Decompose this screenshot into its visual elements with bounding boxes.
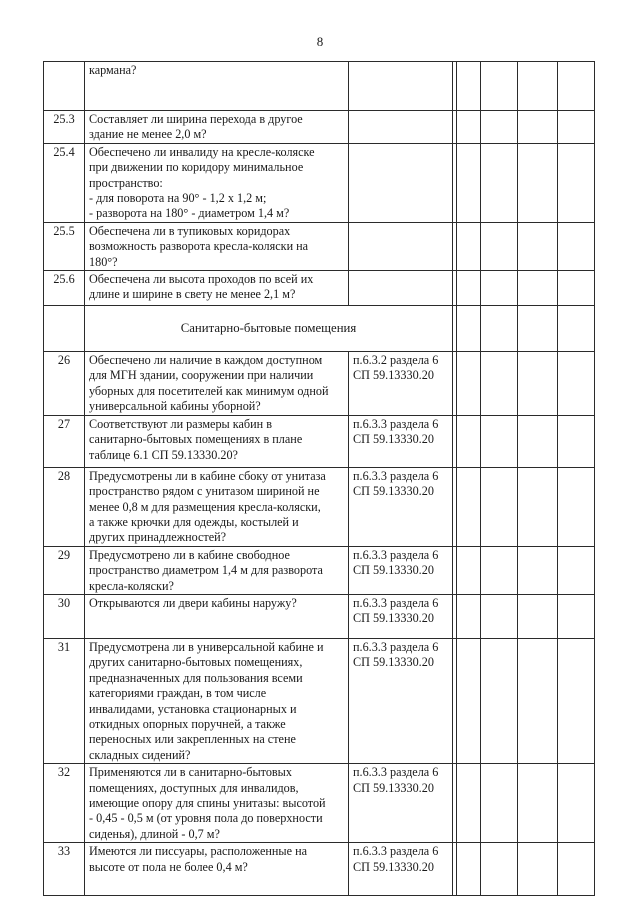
regulation-reference — [349, 111, 453, 144]
row-check-cell-3 — [481, 638, 518, 763]
row-check-cell-4 — [518, 222, 558, 270]
regulation-reference — [349, 415, 453, 467]
question-line: кресла-коляски? — [89, 578, 174, 593]
reference-line: п.6.3.3 раздела 6 — [353, 416, 439, 431]
question-line: предназначенных для пользования всеми — [89, 670, 303, 685]
reference-line: СП 59.13330.20 — [353, 859, 434, 874]
table-row — [44, 467, 595, 546]
row-check-cell-4 — [518, 415, 558, 467]
section-check-cell-2 — [457, 306, 481, 352]
regulation-reference — [349, 352, 453, 416]
row-check-cell-3 — [481, 222, 518, 270]
row-check-cell-2 — [457, 222, 481, 270]
question-line: универсальной кабины уборной? — [89, 399, 261, 414]
reference-line: СП 59.13330.20 — [353, 484, 434, 499]
regulation-reference — [349, 143, 453, 222]
question-line: имеющие опору для спины унитазы: высотой — [89, 796, 326, 810]
question-text — [85, 62, 349, 111]
row-check-cell-4 — [518, 467, 558, 546]
item-number: 25.3 — [44, 111, 85, 144]
item-number: 25.6 — [44, 271, 85, 306]
row-check-cell-5 — [558, 546, 595, 594]
row-check-cell-4 — [518, 843, 558, 896]
table-row — [44, 764, 595, 843]
regulation-reference — [349, 467, 453, 546]
table-row — [44, 143, 595, 222]
question-line: при движении по коридору минимальное — [89, 160, 304, 175]
row-check-cell-3 — [481, 594, 518, 638]
section-header-row — [44, 306, 595, 352]
question-line: а также крючки для одежды, костылей и — [89, 514, 299, 529]
row-check-cell-4 — [518, 143, 558, 222]
row-check-cell-2 — [457, 271, 481, 306]
reference-line: п.6.3.3 раздела 6 — [353, 595, 439, 610]
row-check-cell-3 — [481, 143, 518, 222]
question-text — [85, 143, 349, 222]
row-check-cell-5 — [558, 594, 595, 638]
question-line: Соответствуют ли размеры кабин в — [89, 416, 272, 431]
reference-line: п.6.3.3 раздела 6 — [353, 468, 439, 483]
item-number: 32 — [44, 764, 85, 843]
question-line: уборных для посетителей как минимум одной — [89, 383, 329, 398]
table-row — [44, 111, 595, 144]
question-text — [85, 271, 349, 306]
question-line: длине и ширине в свету не менее 2,1 м? — [89, 287, 296, 302]
row-check-cell-3 — [481, 843, 518, 896]
question-line: Предусмотрены ли в кабине сбоку от унитаза — [89, 468, 326, 483]
regulation-reference — [349, 546, 453, 594]
question-text — [85, 638, 349, 763]
row-check-cell-2 — [457, 764, 481, 843]
question-text — [85, 467, 349, 546]
row-check-cell-5 — [558, 271, 595, 306]
item-number: 26 — [44, 352, 85, 416]
row-check-cell-5 — [558, 764, 595, 843]
reference-line: СП 59.13330.20 — [353, 780, 434, 795]
regulation-reference — [349, 222, 453, 270]
question-line: Предусмотрена ли в универсальной кабине и — [89, 639, 324, 654]
table-row — [44, 415, 595, 467]
question-line: 180°? — [89, 254, 118, 269]
table-row — [44, 546, 595, 594]
question-line: складных сидений? — [89, 747, 191, 762]
section-title: Санитарно-бытовые помещения — [85, 306, 453, 352]
reference-line: СП 59.13330.20 — [353, 432, 434, 447]
row-check-cell-3 — [481, 546, 518, 594]
row-check-cell-2 — [457, 143, 481, 222]
question-text — [85, 222, 349, 270]
question-line: других санитарно-бытовых помещениях, — [89, 655, 303, 670]
question-line: откидных опорных поручней, а также — [89, 716, 286, 731]
regulation-reference — [349, 271, 453, 306]
question-line: санитарно-бытовых помещениях в плане — [89, 432, 303, 447]
section-number-cell — [44, 306, 85, 352]
row-check-cell-2 — [457, 594, 481, 638]
question-line: Обеспечено ли наличие в каждом доступном — [89, 353, 323, 368]
row-check-cell-5 — [558, 415, 595, 467]
question-line: Обеспечена ли в тупиковых коридорах — [89, 223, 291, 238]
question-line: Открываются ли двери кабины наружу? — [89, 595, 297, 610]
question-line: - для поворота на 90° - 1,2 х 1,2 м; — [89, 191, 267, 206]
row-check-cell-5 — [558, 467, 595, 546]
table-row — [44, 271, 595, 306]
regulation-reference — [349, 638, 453, 763]
table-row — [44, 843, 595, 896]
row-check-cell-2 — [457, 415, 481, 467]
question-line: - 0,45 - 0,5 м (от уровня пола до поверхности — [89, 811, 323, 826]
regulation-reference — [349, 62, 453, 111]
row-check-cell-5 — [558, 352, 595, 416]
question-text — [85, 352, 349, 416]
question-line: - разворота на 180° - диаметром 1,4 м? — [89, 206, 290, 221]
accessibility-checklist-table — [43, 61, 595, 896]
item-number: 31 — [44, 638, 85, 763]
row-check-cell-3 — [481, 764, 518, 843]
question-line: Обеспечено ли инвалиду на кресле-коляске — [89, 144, 315, 159]
row-check-cell-4 — [518, 638, 558, 763]
question-line: менее 0,8 м для размещения кресла-коляски, — [89, 499, 321, 514]
question-text — [85, 415, 349, 467]
question-line: сиденья), длиной - 0,7 м? — [89, 826, 220, 841]
row-check-cell-4 — [518, 594, 558, 638]
table-row — [44, 222, 595, 270]
question-line: Имеются ли писсуары, расположенные на — [89, 844, 308, 859]
question-text — [85, 111, 349, 144]
table-row — [44, 594, 595, 638]
row-check-cell-4 — [518, 111, 558, 144]
row-check-cell-3 — [481, 271, 518, 306]
question-line: других принадлежностей? — [89, 530, 227, 545]
regulation-reference — [349, 764, 453, 843]
reference-line: СП 59.13330.20 — [353, 563, 434, 578]
question-line: помещениях, доступных для инвалидов, — [89, 780, 299, 795]
reference-line: СП 59.13330.20 — [353, 655, 434, 670]
item-number: 28 — [44, 467, 85, 546]
row-check-cell-5 — [558, 143, 595, 222]
row-check-cell-4 — [518, 62, 558, 111]
question-line: высоте от пола не более 0,4 м? — [89, 859, 248, 874]
item-number: 25.4 — [44, 143, 85, 222]
question-line: пространство диаметром 1,4 м для разворота — [89, 563, 323, 578]
row-check-cell-2 — [457, 111, 481, 144]
reference-line: п.6.3.2 раздела 6 — [353, 353, 439, 368]
question-line: таблице 6.1 СП 59.13330.20? — [89, 447, 238, 462]
reference-line: п.6.3.3 раздела 6 — [353, 765, 439, 780]
question-line: категориями граждан, в том числе — [89, 686, 267, 701]
question-line: Обеспечена ли высота проходов по всей их — [89, 272, 314, 287]
reference-line: СП 59.13330.20 — [353, 368, 434, 383]
row-check-cell-5 — [558, 843, 595, 896]
item-number — [44, 62, 85, 111]
row-check-cell-5 — [558, 62, 595, 111]
question-line: для МГН здании, сооружении при наличии — [89, 368, 314, 383]
row-check-cell-3 — [481, 467, 518, 546]
question-line: кармана? — [89, 63, 137, 77]
question-line: Составляет ли ширина перехода в другое — [89, 112, 303, 126]
row-check-cell-4 — [518, 352, 558, 416]
row-check-cell-2 — [457, 62, 481, 111]
row-check-cell-3 — [481, 111, 518, 144]
question-line: возможность разворота кресла-коляски на — [89, 239, 309, 254]
page-number: 8 — [316, 34, 324, 49]
row-check-cell-5 — [558, 638, 595, 763]
row-check-cell-2 — [457, 467, 481, 546]
row-check-cell-3 — [481, 62, 518, 111]
item-number: 27 — [44, 415, 85, 467]
question-text — [85, 843, 349, 896]
question-line: здание не менее 2,0 м? — [89, 127, 207, 142]
section-check-cell-4 — [518, 306, 558, 352]
table-row — [44, 352, 595, 416]
question-line: переносных или закрепленных на стене — [89, 732, 296, 747]
row-check-cell-3 — [481, 352, 518, 416]
table-row — [44, 62, 595, 111]
row-check-cell-3 — [481, 415, 518, 467]
item-number: 33 — [44, 843, 85, 896]
row-check-cell-4 — [518, 764, 558, 843]
question-text — [85, 594, 349, 638]
row-check-cell-2 — [457, 352, 481, 416]
section-check-cell-3 — [481, 306, 518, 352]
reference-line: СП 59.13330.20 — [353, 611, 434, 626]
row-check-cell-2 — [457, 546, 481, 594]
item-number: 30 — [44, 594, 85, 638]
question-line: Применяются ли в санитарно-бытовых — [89, 765, 292, 780]
question-text — [85, 764, 349, 843]
row-check-cell-4 — [518, 271, 558, 306]
item-number: 25.5 — [44, 222, 85, 270]
row-check-cell-5 — [558, 222, 595, 270]
row-check-cell-2 — [457, 843, 481, 896]
row-check-cell-4 — [518, 546, 558, 594]
item-number: 29 — [44, 546, 85, 594]
regulation-reference — [349, 843, 453, 896]
row-check-cell-5 — [558, 111, 595, 144]
regulation-reference — [349, 594, 453, 638]
reference-line: п.6.3.3 раздела 6 — [353, 547, 439, 562]
question-line: Предусмотрено ли в кабине свободное — [89, 547, 290, 562]
reference-line: п.6.3.3 раздела 6 — [353, 844, 439, 859]
row-check-cell-2 — [457, 638, 481, 763]
table-row — [44, 638, 595, 763]
section-check-cell-5 — [558, 306, 595, 352]
question-line: пространство рядом с унитазом шириной не — [89, 484, 320, 499]
question-line: инвалидами, установка стационарных и — [89, 701, 297, 716]
reference-line: п.6.3.3 раздела 6 — [353, 639, 439, 654]
question-text — [85, 546, 349, 594]
question-line: пространство: — [89, 175, 163, 190]
